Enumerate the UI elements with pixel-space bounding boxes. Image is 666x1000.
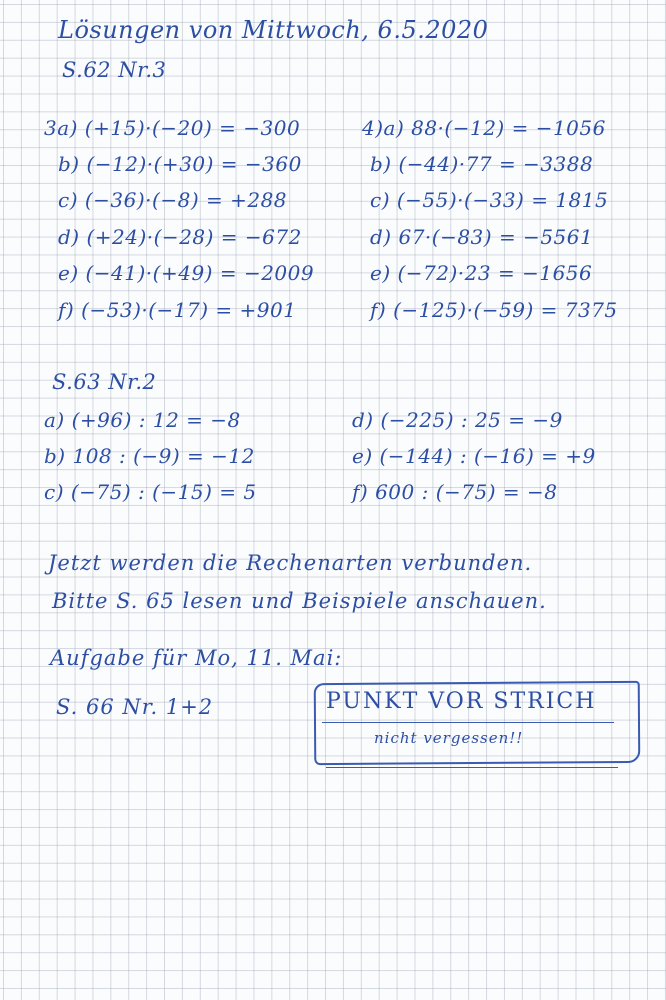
homework-heading: Aufgabe für Mo, 11. Mai:	[50, 646, 343, 670]
note-line-1: Jetzt werden die Rechenarten verbunden.	[48, 551, 533, 575]
equation-3c: c) (−36)·(−8) = +288	[58, 188, 288, 212]
reminder-sub: nicht vergessen!!	[374, 729, 524, 747]
reminder-bottom-line	[326, 767, 618, 768]
division-2f: f) 600 : (−75) = −8	[352, 480, 558, 504]
equation-4e: e) (−72)·23 = −1656	[370, 261, 593, 285]
section-heading-s62: S.62 Nr.3	[62, 58, 167, 82]
division-2c: c) (−75) : (−15) = 5	[44, 480, 257, 504]
reminder-main: PUNKT VOR STRICH	[326, 689, 597, 714]
reminder-underline	[322, 722, 614, 723]
equation-4a: 4)a) 88·(−12) = −1056	[362, 116, 606, 140]
division-2d: d) (−225) : 25 = −9	[352, 408, 563, 432]
section-heading-s63: S.63 Nr.2	[52, 370, 157, 394]
equation-4b: b) (−44)·77 = −3388	[370, 152, 594, 176]
equation-4d: d) 67·(−83) = −5561	[370, 225, 594, 249]
division-2a: a) (+96) : 12 = −8	[44, 408, 241, 432]
division-2b: b) 108 : (−9) = −12	[44, 444, 255, 468]
division-2e: e) (−144) : (−16) = +9	[352, 444, 596, 468]
note-line-2: Bitte S. 65 lesen und Beispiele anschauen.	[52, 589, 547, 613]
equation-4f: f) (−125)·(−59) = 7375	[370, 298, 618, 322]
equation-3b: b) (−12)·(+30) = −360	[58, 152, 302, 176]
equation-3d: d) (+24)·(−28) = −672	[58, 225, 302, 249]
homework-task: S. 66 Nr. 1+2	[56, 695, 214, 719]
equation-3f: f) (−53)·(−17) = +901	[58, 298, 297, 322]
page-title: Lösungen von Mittwoch, 6.5.2020	[58, 16, 489, 44]
equation-4c: c) (−55)·(−33) = 1815	[370, 188, 609, 212]
equation-3e: e) (−41)·(+49) = −2009	[58, 261, 315, 285]
equation-3a: 3a) (+15)·(−20) = −300	[44, 116, 301, 140]
